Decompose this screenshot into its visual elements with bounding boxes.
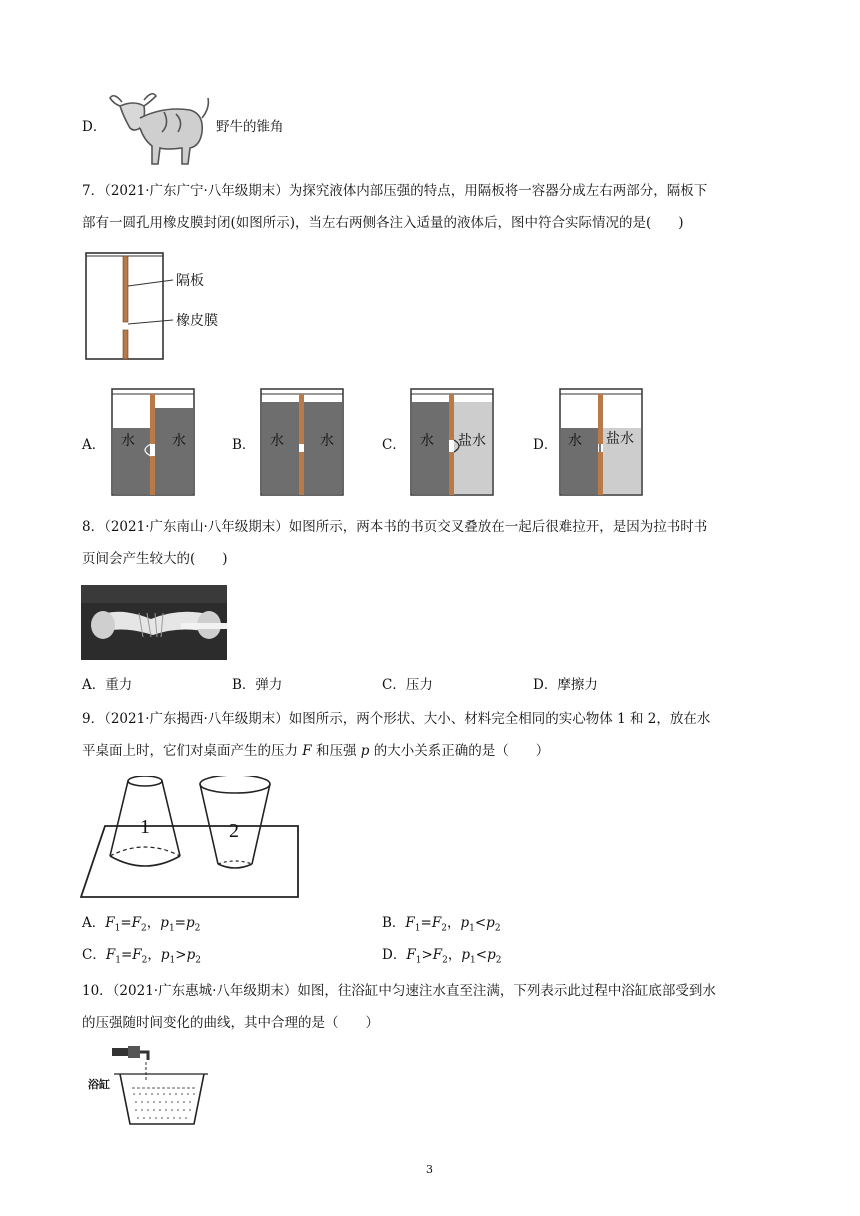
q9-option-a: A．$F_1=F_2$，$p_1=p_2$	[82, 915, 201, 934]
q7-option-b-label: B．	[232, 437, 256, 453]
q9-option-d: D．$F_1>F_2$，$p_1<p_2$	[382, 947, 502, 966]
q8-option-b: B．弹力	[232, 677, 283, 693]
q9-label-object-2: 2	[229, 820, 239, 842]
q7-d-left-liquid: 水	[568, 433, 582, 449]
q7-option-c-label: C．	[382, 437, 406, 453]
q6-option-d-label: D．	[82, 119, 107, 135]
q7-label-partition: 隔板	[176, 273, 204, 289]
q7-c-left-liquid: 水	[420, 433, 434, 449]
q7-d-right-liquid: 盐水	[606, 431, 634, 447]
q7-stem-line1: 7．（2021·广东广宁·八年级期末）为探究液体内部压强的特点，用隔板将一容器分成左右两部分，隔板下	[82, 183, 708, 199]
q8-stem-line1: 8．（2021·广东南山·八年级期末）如图所示，两本书的书页交叉叠放在一起后很难拉开，是因为拉书时书	[82, 519, 708, 535]
q7-c-right-liquid: 盐水	[458, 433, 486, 449]
q7-b-left-liquid: 水	[270, 433, 284, 449]
q8-option-a: A．重力	[82, 677, 133, 693]
q6-option-d-caption: 野牛的锥角	[216, 119, 284, 135]
q8-stem-line2: 页间会产生较大的( )	[82, 551, 228, 567]
q9-option-c: C．$F_1=F_2$，$p_1>p_2$	[82, 947, 201, 966]
q9-option-b: B．$F_1=F_2$，$p_1<p_2$	[382, 915, 501, 934]
q8-books-photo	[81, 585, 227, 660]
q9-stem-line1: 9．（2021·广东揭西·八年级期末）如图所示，两个形状、大小、材料完全相同的实心物体 1 和 2，放在水	[82, 711, 711, 727]
q8-option-d: D．摩擦力	[533, 677, 598, 693]
q10-label-tub: 浴缸	[88, 1078, 110, 1091]
q9-label-object-1: 1	[140, 816, 150, 838]
q9-cones-figure	[80, 776, 300, 900]
q10-stem-line1: 10．（2021·广东惠城·八年级期末）如图，往浴缸中匀速注水直至注满，下列表示此过程中浴缸底部受到水	[82, 983, 716, 999]
q7-label-membrane: 橡皮膜	[176, 313, 218, 329]
q7-stem-line2: 部有一圆孔用橡皮膜封闭(如图所示)，当左右两侧各注入适量的液体后，图中符合实际情况的是( )	[82, 215, 684, 231]
q10-stem-line2: 的压强随时间变化的曲线，其中合理的是（ ）	[82, 1015, 379, 1031]
q8-option-c: C．压力	[382, 677, 433, 693]
q7-option-a-label: A．	[82, 437, 106, 453]
q9-stem-line2: 平桌面上时，它们对桌面产生的压力 F 和压强 p 的大小关系正确的是（ ）	[82, 743, 550, 759]
page-number: 3	[426, 1163, 433, 1176]
q7-b-right-liquid: 水	[320, 433, 334, 449]
q7-a-right-liquid: 水	[172, 433, 186, 449]
bull-figure	[104, 88, 212, 168]
q7-container-figure	[85, 252, 255, 362]
q7-a-left-liquid: 水	[121, 433, 135, 449]
q7-option-d-label: D．	[533, 437, 558, 453]
